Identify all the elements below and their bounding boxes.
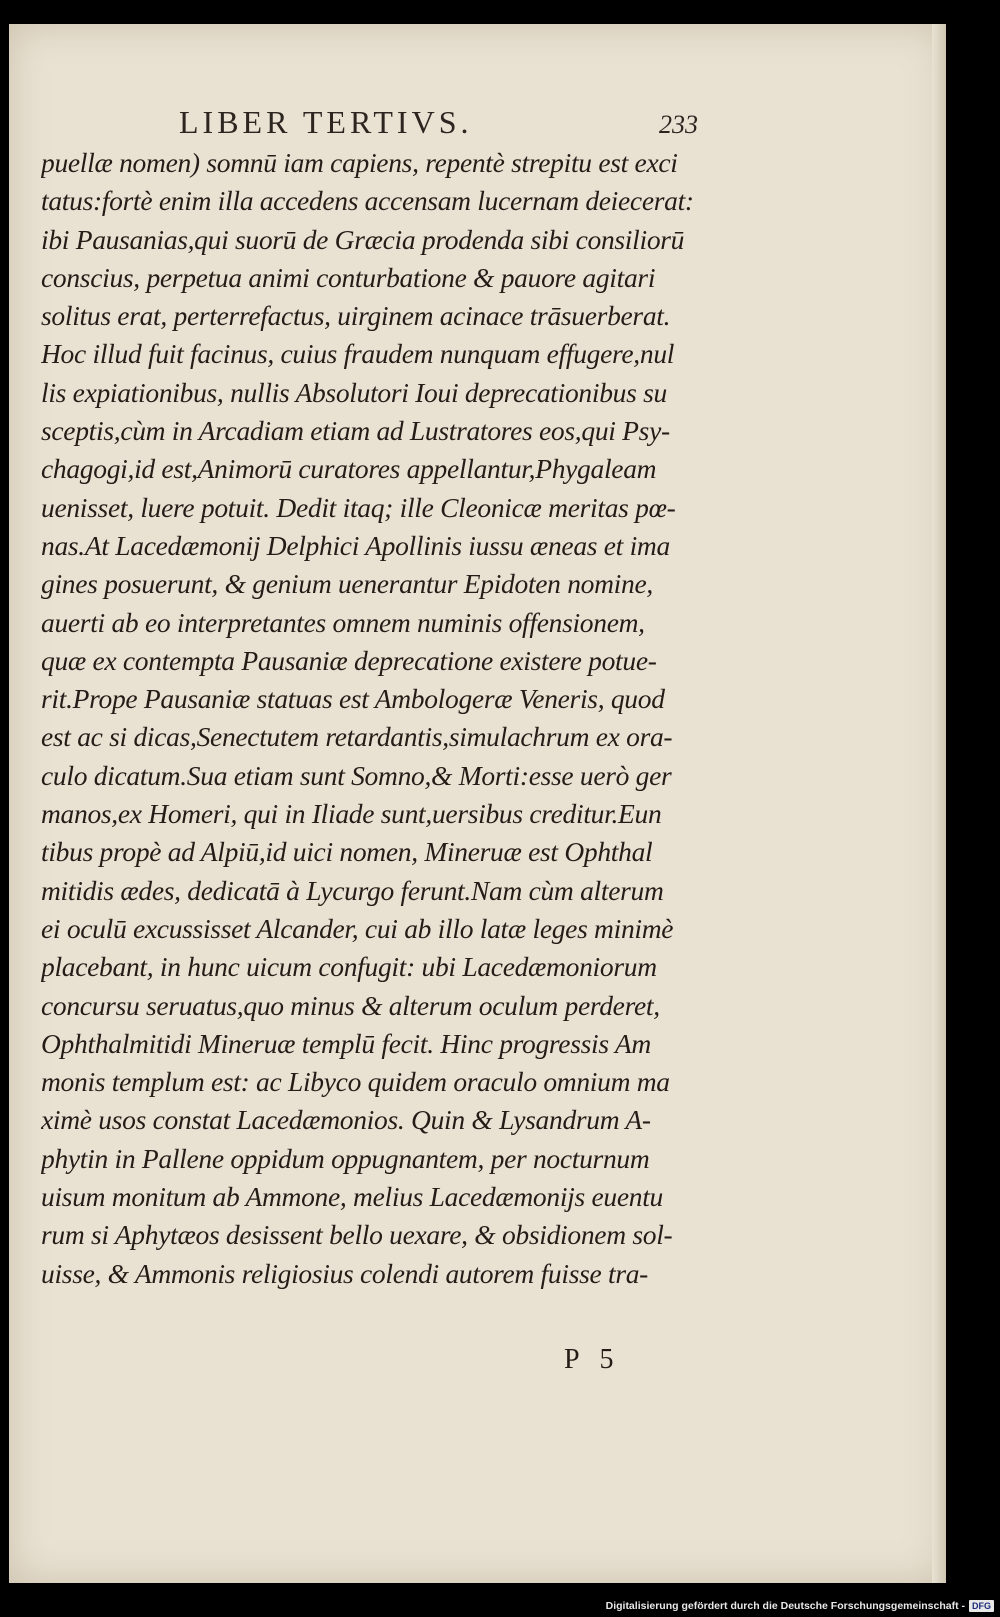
page-edge — [932, 24, 946, 1583]
text-line: quæ ex contempta Pausaniæ deprecatione existere potue- — [41, 644, 657, 676]
text-line: tibus propè ad Alpiū,id uici nomen, Mineruæ est Ophthal — [41, 836, 653, 868]
text-line: ximè usos constat Lacedæmonios. Quin & Lysandrum A- — [41, 1104, 651, 1136]
running-head: LIBER TERTIVS. — [179, 104, 473, 140]
text-line: manos,ex Homeri, qui in Iliade sunt,uersibus creditur.Eun — [41, 798, 662, 830]
page-number: 233 — [659, 110, 698, 139]
text-line: uenisset, luere potuit. Dedit itaq; ille Cleonicæ meritas pœ- — [41, 491, 676, 523]
text-line: uisse, & Ammonis religiosius colendi autorem fuisse tra- — [41, 1257, 649, 1289]
digitization-footer — [606, 1600, 994, 1612]
text-line: ei oculū excussisset Alcander, cui ab illo latæ leges minimè — [41, 912, 674, 944]
text-line: culo dicatum.Sua etiam sunt Somno,& Morti:esse uerò ger — [41, 759, 672, 791]
text-line: uisum monitum ab Ammone, melius Lacedæmonijs euentu — [41, 1181, 663, 1213]
footer-credit-text: Digitalisierung gefördert durch die Deutsche Forschungsgemeinschaft - — [605, 1600, 965, 1612]
text-line: solitus erat, perterrefactus, uirginem acinace trāsuerberat. — [41, 300, 671, 332]
text-line: Ophthalmitidi Mineruæ templū fecit. Hinc progressis Am — [41, 1027, 651, 1059]
book-page — [9, 24, 946, 1583]
text-line: placebant, in hunc uicum confugit: ubi Lacedæmoniorum — [41, 951, 657, 983]
text-line: lis expiationibus, nullis Absolutori Ioui deprecationibus su — [41, 376, 667, 408]
signature-mark: P 5 — [564, 1344, 614, 1375]
text-line: mitidis ædes, dedicatā à Lycurgo ferunt.Nam cùm alterum — [41, 874, 664, 906]
text-line: phytin in Pallene oppidum oppugnantem, per nocturnum — [41, 1142, 650, 1174]
text-line: sceptis,cùm in Arcadiam etiam ad Lustratores eos,qui Psy- — [41, 415, 670, 447]
text-line: conscius, perpetua animi conturbatione & pauore agitari — [41, 261, 656, 293]
text-line: gines posuerunt, & genium uenerantur Epidoten nomine, — [41, 568, 653, 600]
text-line: nas.At Lacedæmonij Delphici Apollinis iussu æneas et ima — [41, 529, 670, 561]
text-line: rum si Aphytæos desissent bello uexare, & obsidionem sol- — [41, 1219, 673, 1251]
text-line: puellæ nomen) somnū iam capiens, repentè strepitu est exci — [41, 147, 678, 178]
text-line: monis templum est: ac Libyco quidem oraculo omnium ma — [41, 1066, 670, 1098]
text-line: concursu seruatus,quo minus & alterum oculum perderet, — [41, 989, 660, 1021]
text-line: est ac si dicas,Senectutem retardantis,simulachrum ex ora- — [41, 721, 673, 753]
dfg-logo-icon: DFG — [969, 1600, 994, 1612]
text-line: rit.Prope Pausaniæ statuas est Ambologeræ Veneris, quod — [41, 683, 665, 715]
text-block — [41, 144, 731, 1293]
text-line: tatus:fortè enim illa accedens accensam lucernam deiecerat: — [41, 185, 694, 217]
text-line: ibi Pausanias,qui suorū de Græcia prodenda sibi consiliorū — [41, 223, 685, 255]
text-line: Hoc illud fuit facinus, cuius fraudem nunquam effugere,nul — [41, 338, 675, 370]
text-line: auerti ab eo interpretantes omnem numinis offensionem, — [41, 606, 645, 638]
text-line: chagogi,id est,Animorū curatores appellantur,Phygaleam — [41, 453, 657, 485]
